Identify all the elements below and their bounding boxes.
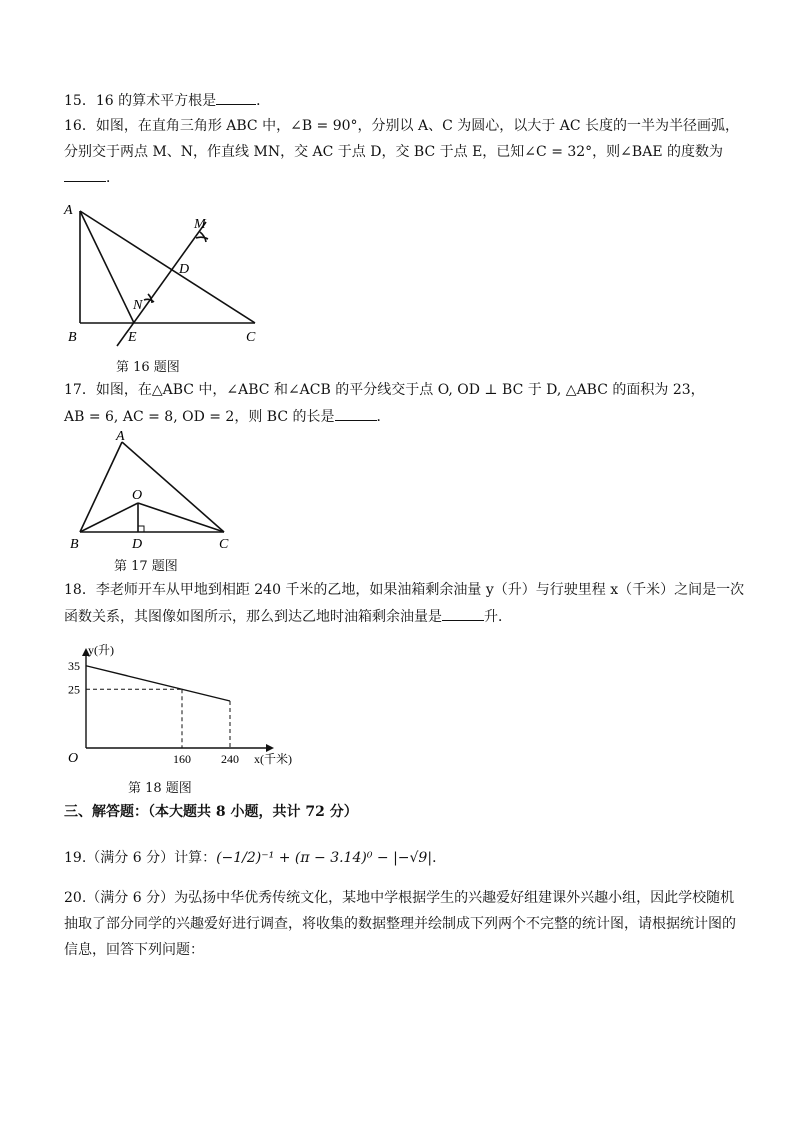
label-C: C (246, 330, 256, 345)
segment-BO (80, 503, 138, 532)
label-E: E (128, 330, 137, 345)
label-C: C (219, 537, 229, 552)
q15: 15．16 的算术平方根是 ． (64, 90, 270, 111)
x-tick-label: 240 (221, 752, 239, 766)
label-A: A (116, 429, 125, 444)
label-D: D (179, 262, 190, 277)
arc-M (196, 237, 208, 239)
q16-blank[interactable] (64, 167, 106, 182)
q20-line3: 信息，回答下列问题： (64, 942, 204, 958)
y-axis-label: y(升) (88, 643, 114, 657)
q18-caption: 第 18 题图 (128, 781, 192, 796)
label-O: O (132, 488, 143, 503)
q16-answer: ． (64, 167, 120, 188)
segment-AB (80, 442, 122, 532)
q18-blank[interactable] (442, 606, 484, 621)
q18-line2: 函数关系，其图像如图所示，那么到达乙地时油箱剩余油量是 升． (64, 606, 512, 627)
right-angle-mark (138, 526, 144, 532)
q16-caption: 第 16 题图 (116, 360, 180, 375)
segment-CO (138, 503, 224, 532)
q17-caption: 第 17 题图 (114, 559, 178, 574)
x-axis-label: x(千米) (254, 752, 292, 766)
origin-label: O (68, 751, 79, 766)
q16-figure (60, 196, 280, 348)
q15-blank[interactable] (216, 90, 256, 105)
q17-line1: 17．如图，在△ABC 中，∠ABC 和∠ACB 的平分线交于点 O, OD ⊥ BC 于 D, △ABC 的面积为 23， (64, 382, 705, 398)
x-tick-label: 160 (173, 752, 191, 766)
q18-line1: 18．李老师开车从甲地到相距 240 千米的乙地，如果油箱剩余油量 y（升）与行驶里程 x（千米）之间是一次 (64, 582, 745, 598)
q17-figure (66, 428, 246, 554)
x-arrow (266, 744, 274, 752)
q16-line1: 16．如图，在直角三角形 ABC 中，∠B = 90°，分别以 A、C 为圆心，以大于 AC 长度的一半为半径画弧， (64, 118, 739, 134)
q15-text: 15．16 的算术平方根是 (64, 93, 217, 109)
label-A: A (64, 203, 73, 218)
q18-chart (62, 640, 312, 772)
label-D: D (132, 537, 143, 552)
q20-line1: 20.（满分 6 分）为弘扬中华优秀传统文化，某地中学根据学生的兴趣爱好组建课外兴趣小组，因此学校随机 (64, 890, 735, 906)
label-M: M (194, 217, 206, 232)
y-tick-label: 35 (68, 658, 80, 673)
y-tick-label: 25 (68, 682, 80, 697)
section3-title: 三、解答题：（本大题共 8 小题，共计 72 分） (64, 804, 358, 820)
series-line (86, 666, 230, 701)
q19: 19.（满分 6 分）计算：(−1/2)⁻¹ + (π − 3.14)⁰ − |−√9|． (64, 850, 447, 866)
q17-blank[interactable] (335, 406, 377, 421)
label-B: B (70, 537, 79, 552)
q17-line2: AB = 6, AC = 8, OD = 2，则 BC 的长是 ． (64, 406, 391, 427)
label-B: B (68, 330, 77, 345)
q20-line2: 抽取了部分同学的兴趣爱好进行调查，将收集的数据整理并绘制成下列两个不完整的统计图，请根据统计图的 (64, 916, 736, 932)
q19-expression: (−1/2)⁻¹ + (π − 3.14)⁰ − |−√9| (216, 850, 433, 866)
q16-line2: 分别交于两点 M、N，作直线 MN，交 AC 于点 D，交 BC 于点 E，已知∠C = 32°，则∠BAE 的度数为 (64, 144, 723, 160)
label-N: N (133, 298, 143, 313)
